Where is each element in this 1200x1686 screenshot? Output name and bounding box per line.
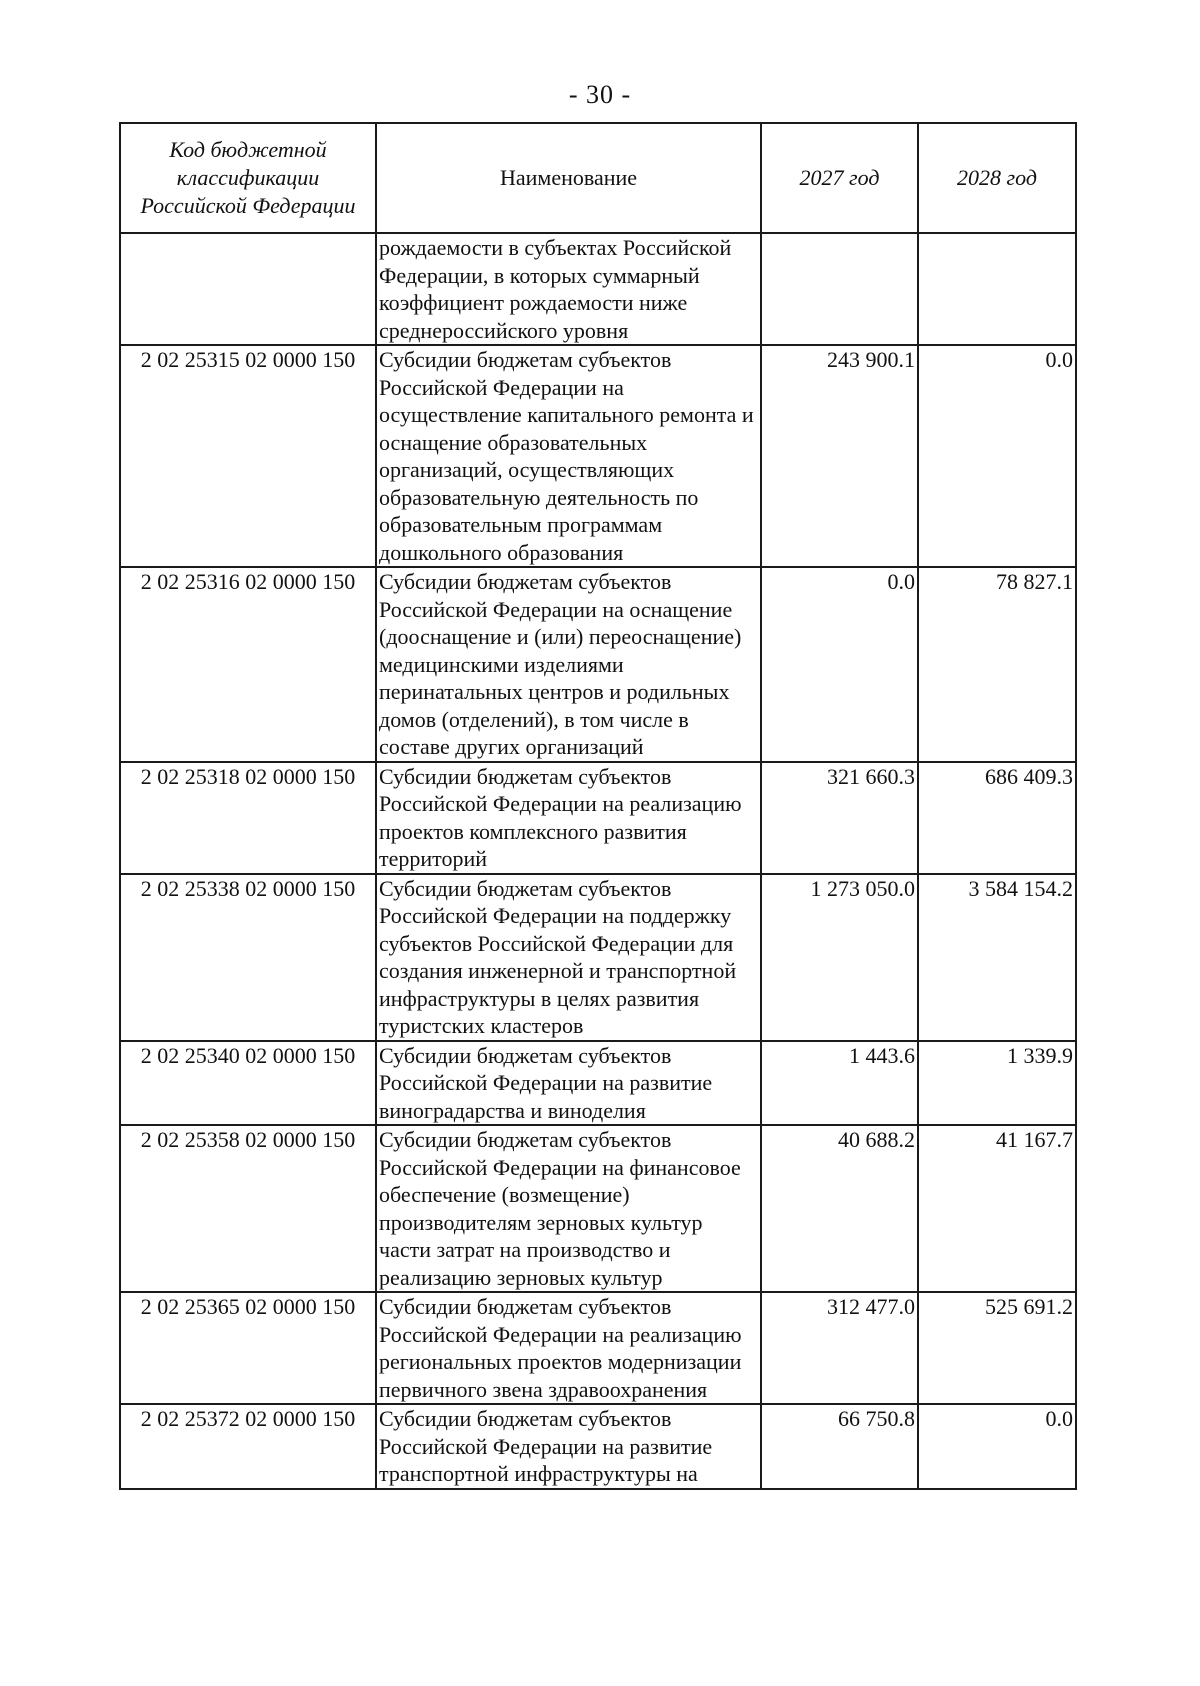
- header-name: Наименование: [376, 123, 761, 233]
- row-value-2027: 312 477.0: [761, 1292, 918, 1404]
- row-code: 2 02 25372 02 0000 150: [120, 1404, 376, 1489]
- row-code: 2 02 25338 02 0000 150: [120, 874, 376, 1041]
- row-name: Субсидии бюджетам субъектов Российской Федерации на реализацию проектов комплексного развития территорий: [376, 762, 761, 874]
- row-value-2027: 321 660.3: [761, 762, 918, 874]
- row-value-2028: 3 584 154.2: [918, 874, 1076, 1041]
- row-code: [120, 233, 376, 345]
- row-value-2027: 1 443.6: [761, 1041, 918, 1126]
- page-number: - 30 -: [568, 80, 632, 109]
- budget-table: [119, 122, 1077, 1490]
- table-row: [120, 1125, 1076, 1292]
- row-value-2028: 0.0: [918, 345, 1076, 567]
- row-value-2028: 41 167.7: [918, 1125, 1076, 1292]
- table-row: [120, 874, 1076, 1041]
- row-value-2028: 1 339.9: [918, 1041, 1076, 1126]
- row-code: 2 02 25358 02 0000 150: [120, 1125, 376, 1292]
- row-value-2028: [918, 233, 1076, 345]
- header-year-2027: 2027 год: [761, 123, 918, 233]
- row-name: Субсидии бюджетам субъектов Российской Федерации на финансовое обеспечение (возмещение) производителям зерновых культур части затрат на производство и реализацию зерновых культур: [376, 1125, 761, 1292]
- row-code: 2 02 25315 02 0000 150: [120, 345, 376, 567]
- row-name: Субсидии бюджетам субъектов Российской Федерации на развитие виноградарства и виноделия: [376, 1041, 761, 1126]
- row-code: 2 02 25365 02 0000 150: [120, 1292, 376, 1404]
- table-row: [120, 567, 1076, 762]
- row-code: 2 02 25340 02 0000 150: [120, 1041, 376, 1126]
- row-code: 2 02 25316 02 0000 150: [120, 567, 376, 762]
- row-value-2028: 78 827.1: [918, 567, 1076, 762]
- row-value-2027: 243 900.1: [761, 345, 918, 567]
- row-value-2028: 0.0: [918, 1404, 1076, 1489]
- row-value-2028: 686 409.3: [918, 762, 1076, 874]
- header-year-2028: 2028 год: [918, 123, 1076, 233]
- row-value-2028: 525 691.2: [918, 1292, 1076, 1404]
- row-name: Субсидии бюджетам субъектов Российской Федерации на развитие транспортной инфраструктуры на: [376, 1404, 761, 1489]
- row-name: Субсидии бюджетам субъектов Российской Федерации на реализацию региональных проектов модернизации первичного звена здравоохранения: [376, 1292, 761, 1404]
- table-row: [120, 1292, 1076, 1404]
- table-body: [120, 233, 1076, 1489]
- row-value-2027: 66 750.8: [761, 1404, 918, 1489]
- row-value-2027: 1 273 050.0: [761, 874, 918, 1041]
- row-name: Субсидии бюджетам субъектов Российской Федерации на поддержку субъектов Российской Федерации для создания инженерной и транспортной инфраструктуры в целях развития туристских кластеров: [376, 874, 761, 1041]
- table-row: [120, 762, 1076, 874]
- row-value-2027: 0.0: [761, 567, 918, 762]
- row-name: Субсидии бюджетам субъектов Российской Федерации на оснащение (дооснащение и (или) переоснащение) медицинскими изделиями перинатальных центров и родильных домов (отделений), в том числе в составе других организаций: [376, 567, 761, 762]
- table-row: [120, 233, 1076, 345]
- row-name: рождаемости в субъектах Российской Федерации, в которых суммарный коэффициент рождаемости ниже среднероссийского уровня: [376, 233, 761, 345]
- header-row: [120, 123, 1076, 233]
- table-row: [120, 1404, 1076, 1489]
- table-row: [120, 1041, 1076, 1126]
- row-value-2027: 40 688.2: [761, 1125, 918, 1292]
- table-row: [120, 345, 1076, 567]
- table-header: [120, 123, 1076, 233]
- row-name: Субсидии бюджетам субъектов Российской Федерации на осуществление капитального ремонта и оснащение образовательных организаций, осуществляющих образовательную деятельность по образовательным программам дошкольного образования: [376, 345, 761, 567]
- row-code: 2 02 25318 02 0000 150: [120, 762, 376, 874]
- header-code: Код бюджетной классификации Российской Федерации: [120, 123, 376, 233]
- row-value-2027: [761, 233, 918, 345]
